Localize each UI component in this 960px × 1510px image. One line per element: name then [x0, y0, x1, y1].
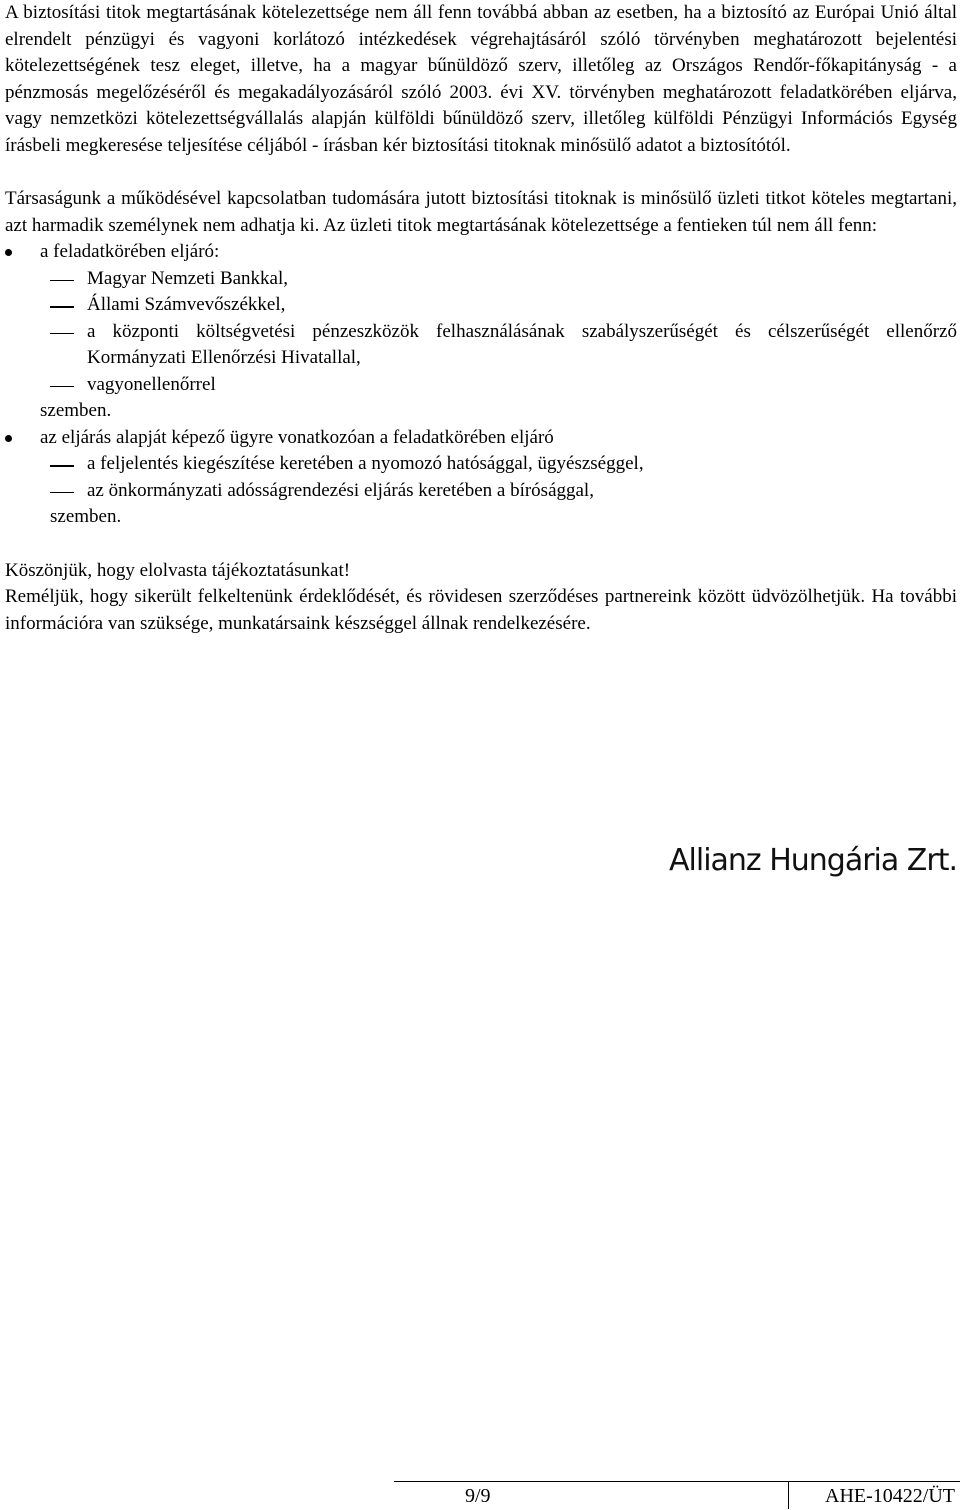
- dash-text: vagyonellenőrrel: [87, 373, 216, 395]
- document-code: AHE-10422/ÜT: [825, 1485, 955, 1507]
- bullet-icon: [5, 249, 12, 256]
- bullet-icon: [5, 435, 12, 442]
- dash-text: a feljelentés kiegészítése keretében a nyomozó hatósággal, ügyészséggel,: [87, 453, 644, 474]
- dash-list: [40, 266, 957, 399]
- company-signature: Allianz Hungária Zrt.: [669, 843, 957, 878]
- footer-divider: [394, 1481, 960, 1482]
- footer-separator: [788, 1481, 789, 1509]
- dash-list: [40, 451, 957, 504]
- dash-text: az önkormányzati adósságrendezési eljárás keretében a bírósággal,: [87, 479, 594, 501]
- dash-item: [40, 478, 957, 505]
- bullet-item: [5, 425, 957, 531]
- dash-icon: [50, 386, 74, 388]
- dash-item: [40, 292, 957, 319]
- document-page: [5, 0, 957, 637]
- exception-list: [5, 239, 957, 531]
- dash-text: Magyar Nemzeti Bankkal,: [87, 267, 289, 289]
- dash-icon: [50, 465, 74, 467]
- dash-item: [40, 372, 957, 399]
- bullet-text: a feladatkörében eljáró:: [40, 241, 220, 262]
- hope-paragraph: Reméljük, hogy sikerült felkeltenünk érdeklődését, és rövidesen szerződéses partnereink között üdvözölhetjük. Ha további információra van szüksége, munkatársaink készséggel állnak rendelkezésére.: [5, 586, 957, 634]
- paragraph-business-secret: Társaságunk a működésével kapcsolatban tudomására jutott biztosítási titoknak is minősülő üzleti titkot köteles megtartani, azt harmadik személynek nem adhatja ki. Az üzleti titok megtartásának kötelezettsége a fentieken túl nem áll fenn:: [5, 188, 957, 236]
- thanks-line: Köszönjük, hogy elolvasta tájékoztatásunkat!: [5, 559, 351, 581]
- closing-section: [5, 558, 957, 638]
- dash-item: [40, 451, 957, 478]
- dash-icon: [50, 280, 74, 282]
- bullet-text: az eljárás alapját képező ügyre vonatkozóan a feladatkörében eljáró: [40, 426, 554, 448]
- paragraph-secrecy-exception: A biztosítási titok megtartásának kötelezettsége nem áll fenn továbbá abban az esetben, ha a biztosító az Európai Unió által elrendelt pénzügyi és vagyoni korlátozó intézkedések végrehajtásáról szóló törvényben meghatározott bejelentési kötelezettségének tesz eleget, illetve, ha a magyar bűnüldöző szerv, illetőleg az Országos Rendőr-főkapitányság - a pénzmosás megelőzéséről és megakadályozásáról szóló 2003. évi XV. törvényben meghatározott feladatkörében eljárva, vagy nemzetközi kötelezettségvállalás alapján külföldi bűnüldöző szerv, illetőleg külföldi Pénzügyi Információs Egység írásbeli megkeresése teljesítése céljából - írásban kér biztosítási titoknak minősülő adatot a biztosítótól.: [5, 2, 957, 156]
- dash-item: [40, 319, 957, 372]
- dash-text: a központi költségvetési pénzeszközök felhasználásának szabályszerűségét és célszerűségét ellenőrző Kormányzati Ellenőrzési Hivatallal,: [87, 320, 957, 368]
- dash-text: Állami Számvevőszékkel,: [87, 294, 286, 315]
- dash-icon: [50, 306, 74, 308]
- dash-icon: [50, 333, 74, 335]
- dash-item: [40, 266, 957, 293]
- page-number: 9/9: [465, 1485, 491, 1507]
- bullet-closing: szemben.: [40, 400, 112, 421]
- dash-icon: [50, 492, 74, 494]
- bullet-closing: szemben.: [50, 506, 122, 527]
- bullet-item: [5, 239, 957, 425]
